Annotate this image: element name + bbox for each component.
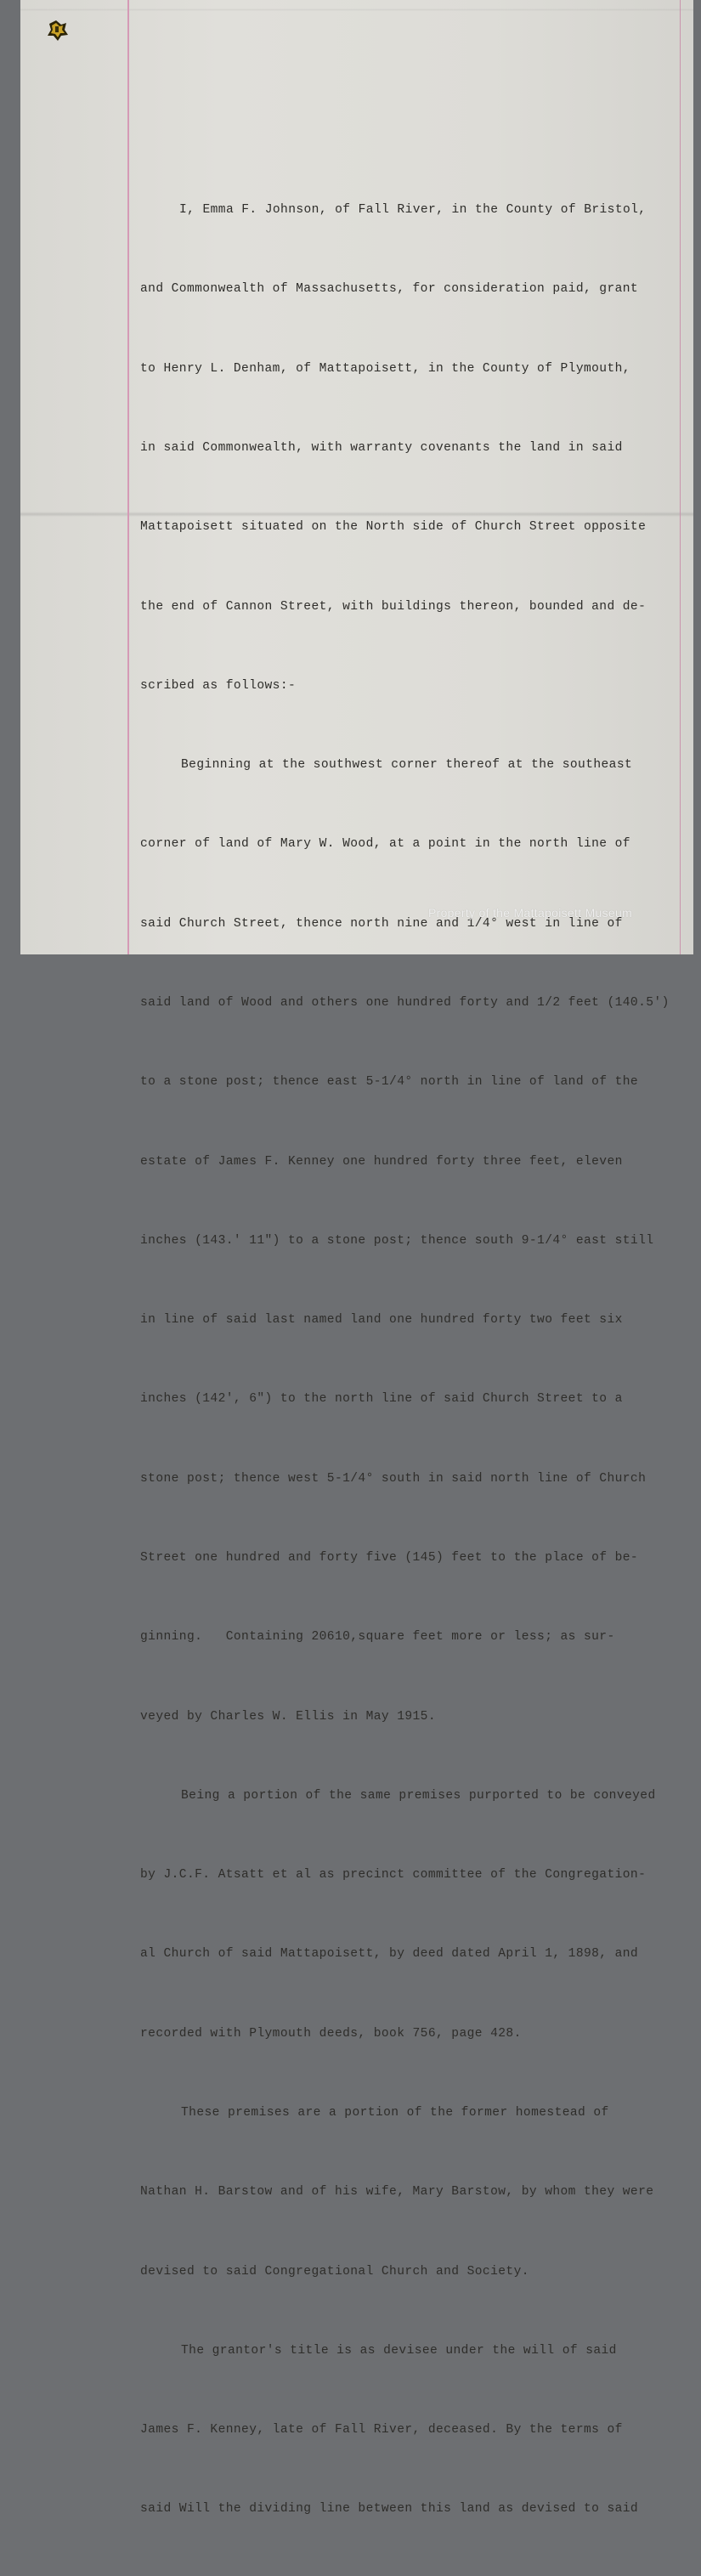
deed-line: al Church of said Mattapoisett, by deed dated April 1, 1898, and xyxy=(140,1947,639,1962)
deed-line: and Commonwealth of Massachusetts, for consideration paid, grant xyxy=(140,282,639,297)
deed-line: estate of James F. Kenney one hundred forty three feet, eleven xyxy=(140,1154,623,1169)
document-page xyxy=(20,0,693,2517)
paper-edge-shadow xyxy=(20,8,693,11)
deed-line: veyed by Charles W. Ellis in May 1915. xyxy=(140,1709,436,1724)
deed-line: corner of land of Mary W. Wood, at a point in the north line of xyxy=(140,837,630,852)
deed-line: in said Commonwealth, with warranty covenants the land in said xyxy=(140,441,623,456)
left-margin-rule xyxy=(127,0,129,954)
deed-line: Nathan H. Barstow and of his wife, Mary Barstow, by whom they were xyxy=(140,2185,654,2200)
deed-line: said Church Street, thence north nine and 1/4° west in line of xyxy=(140,916,623,931)
deed-line: scribed as follows:- xyxy=(140,678,297,693)
deed-line: recorded with Plymouth deeds, book 756, page 428. xyxy=(140,2026,522,2041)
deed-line: the end of Cannon Street, with buildings thereon, bounded and de- xyxy=(140,599,647,614)
deed-line: I, Emma F. Johnson, of Fall River, in the County of Bristol, xyxy=(179,203,647,218)
deed-line: ginning. Containing 20610,square feet more or less; as sur- xyxy=(140,1630,615,1645)
deed-line: inches (142', 6") to the north line of said Church Street to a xyxy=(140,1392,623,1407)
deed-line: The grantor's title is as devisee under the will of said xyxy=(181,2343,617,2358)
deed-line: Beginning at the southwest corner thereof at the southeast xyxy=(181,758,633,773)
museum-watermark: Property of the Mattapoisett Museum xyxy=(428,906,633,920)
deed-line: James F. Kenney, late of Fall River, deceased. By the terms of xyxy=(140,2423,623,2437)
deed-line: inches (143.' 11") to a stone post; thence south 9-1/4° east still xyxy=(140,1233,654,1248)
deed-body-text xyxy=(140,144,701,2576)
deed-line: devised to said Congregational Church and Society. xyxy=(140,2264,529,2279)
deed-line: to Henry L. Denham, of Mattapoisett, in the County of Plymouth, xyxy=(140,361,630,376)
deed-line: said Will the dividing line between this land as devised to said xyxy=(140,2502,639,2517)
deed-line: stone post; thence west 5-1/4° south in said north line of Church xyxy=(140,1471,647,1486)
deed-line: by J.C.F. Atsatt et al as precinct committee of the Congregation- xyxy=(140,1868,647,1882)
deed-line: to a stone post; thence east 5-1/4° north in line of land of the xyxy=(140,1075,639,1090)
deed-line: in line of said last named land one hundred forty two feet six xyxy=(140,1313,623,1328)
deed-line: These premises are a portion of the former homestead of xyxy=(181,2105,609,2120)
deed-line: Mattapoisett situated on the North side of Church Street opposite xyxy=(140,520,647,535)
deed-line: Street one hundred and forty five (145) feet to the place of be- xyxy=(140,1550,639,1565)
deed-line: Being a portion of the same premises purported to be conveyed xyxy=(181,1788,656,1803)
staple-fastener-icon xyxy=(44,17,70,42)
deed-line: said land of Wood and others one hundred forty and 1/2 feet (140.5') xyxy=(140,996,670,1010)
